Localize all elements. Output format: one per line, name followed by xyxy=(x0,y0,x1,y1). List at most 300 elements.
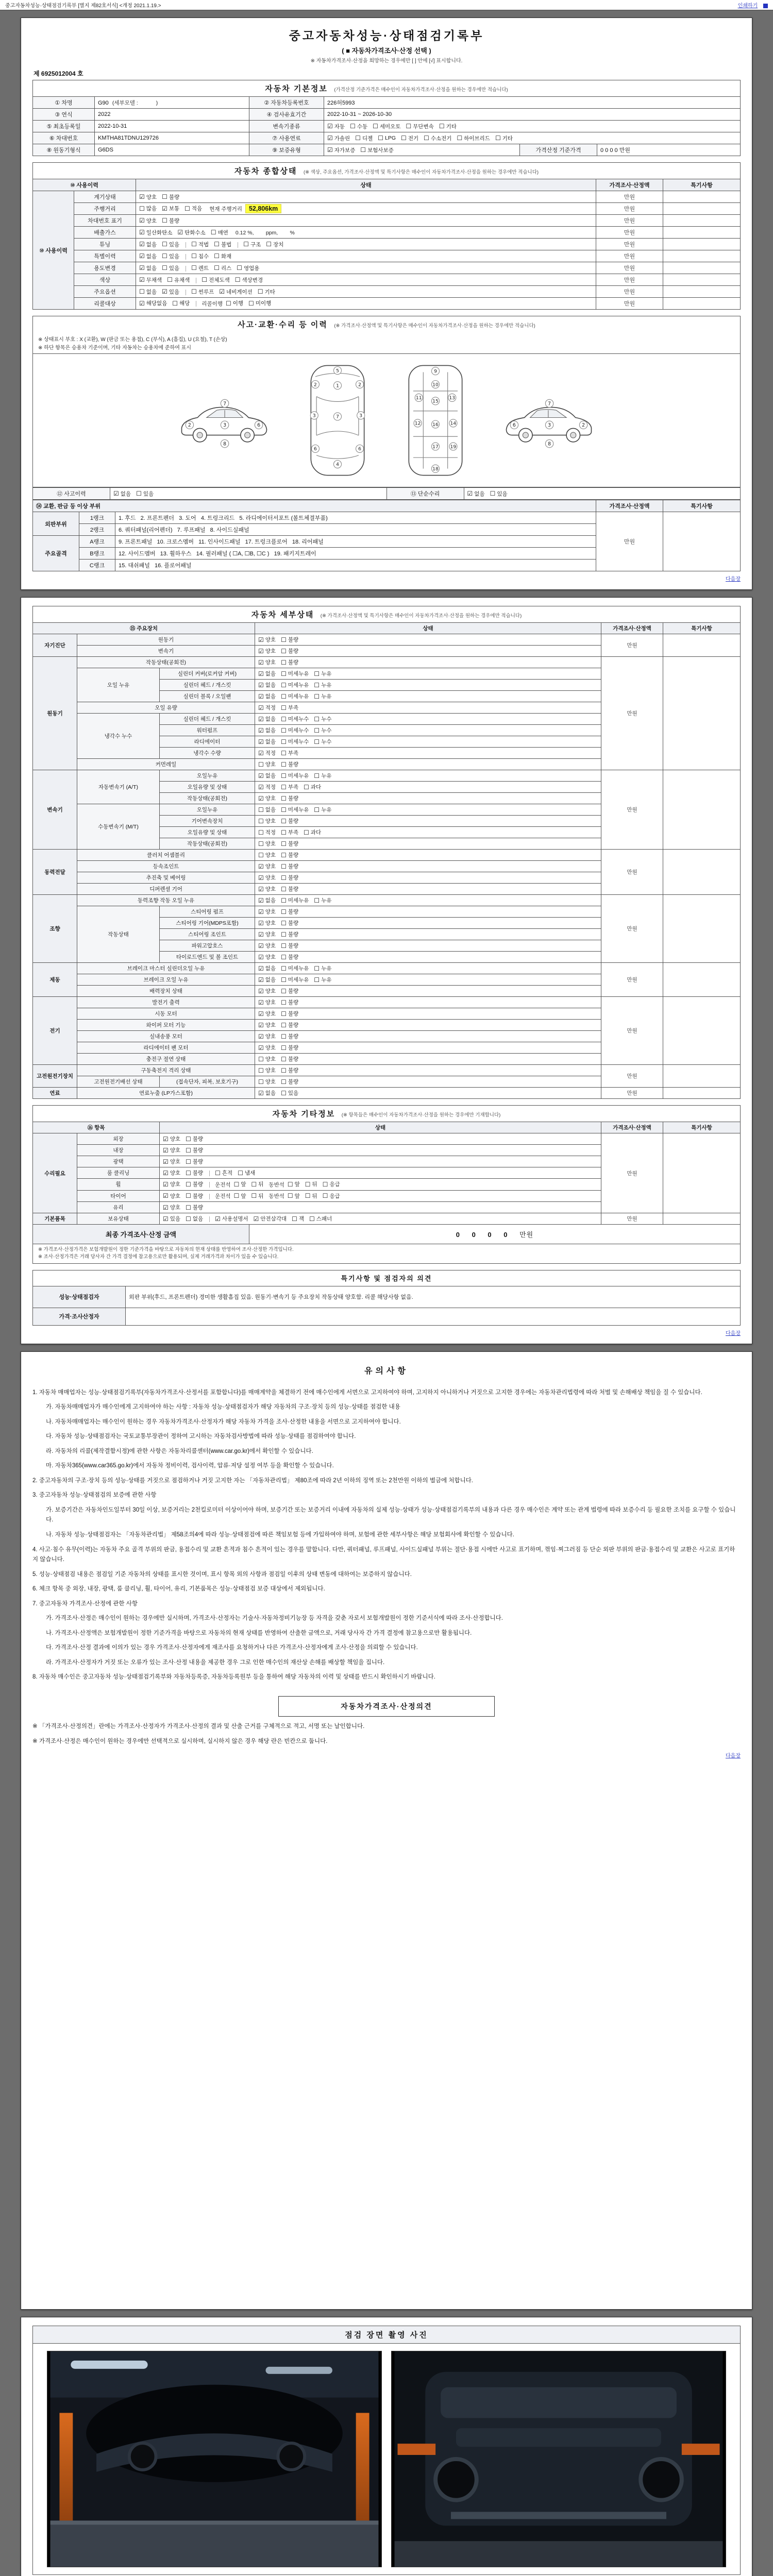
checkbox-기타[interactable] xyxy=(495,134,513,142)
checkbox-전체도색[interactable] xyxy=(201,276,229,284)
checkbox-checked-icon[interactable]: ☑ xyxy=(258,749,264,757)
checkbox-unchecked-icon[interactable]: ☐ xyxy=(281,692,287,700)
checkbox-없음[interactable] xyxy=(258,670,276,677)
checkbox-checked-icon[interactable]: ☑ xyxy=(258,976,264,984)
checkbox-unchecked-icon[interactable]: ☐ xyxy=(243,241,249,248)
checkbox-전기[interactable] xyxy=(401,134,418,142)
checkbox-미세누유[interactable] xyxy=(281,964,309,972)
checkbox-unchecked-icon[interactable]: ☐ xyxy=(257,288,263,295)
checkbox-화재[interactable] xyxy=(214,252,231,260)
checkbox-앞[interactable] xyxy=(288,1180,300,1188)
checkbox-checked-icon[interactable]: ☑ xyxy=(258,738,264,745)
checkbox-unchecked-icon[interactable]: ☐ xyxy=(281,862,287,870)
checkbox-네비게이션[interactable] xyxy=(219,288,252,296)
checkbox-불량[interactable] xyxy=(281,1044,298,1052)
checkbox-불량[interactable] xyxy=(186,1180,203,1188)
checkbox-잭[interactable] xyxy=(292,1215,304,1223)
checkbox-부족[interactable] xyxy=(281,749,298,757)
checkbox-unchecked-icon[interactable]: ☐ xyxy=(281,783,287,791)
checkbox-checked-icon[interactable]: ☑ xyxy=(258,647,264,655)
checkbox-unchecked-icon[interactable]: ☐ xyxy=(186,1180,191,1188)
checkbox-unchecked-icon[interactable]: ☐ xyxy=(281,1010,287,1018)
checkbox-unchecked-icon[interactable]: ☐ xyxy=(314,692,320,700)
checkbox-양호[interactable] xyxy=(258,1066,276,1074)
checkbox-unchecked-icon[interactable]: ☐ xyxy=(167,276,173,283)
checkbox-기타[interactable] xyxy=(258,288,275,296)
checkbox-LPG[interactable] xyxy=(378,135,396,141)
checkbox-unchecked-icon[interactable]: ☐ xyxy=(281,726,287,734)
checkbox-checked-icon[interactable]: ☑ xyxy=(162,205,167,212)
checkbox-누수[interactable] xyxy=(314,726,331,734)
checkbox-양호[interactable] xyxy=(258,851,276,859)
checkbox-없음[interactable] xyxy=(258,715,276,723)
checkbox-미세누유[interactable] xyxy=(281,806,309,814)
checkbox-unchecked-icon[interactable]: ☐ xyxy=(234,276,241,283)
checkbox-없음[interactable] xyxy=(186,1215,203,1223)
checkbox-불량[interactable] xyxy=(186,1204,203,1211)
checkbox-있음[interactable] xyxy=(162,252,179,260)
checkbox-unchecked-icon[interactable]: ☐ xyxy=(248,299,254,307)
checkbox-unchecked-icon[interactable]: ☐ xyxy=(281,976,287,984)
checkbox-unchecked-icon[interactable]: ☐ xyxy=(281,749,287,757)
checkbox-양호[interactable] xyxy=(258,1055,276,1063)
checkbox-불량[interactable] xyxy=(281,647,298,655)
checkbox-해당없음[interactable] xyxy=(139,299,167,307)
checkbox-unchecked-icon[interactable]: ☐ xyxy=(258,1078,264,1086)
checkbox-불량[interactable] xyxy=(186,1158,203,1165)
checkbox-없음[interactable] xyxy=(258,976,276,984)
checkbox-checked-icon[interactable]: ☑ xyxy=(258,862,264,870)
checkbox-일산화탄소[interactable] xyxy=(139,229,172,236)
checkbox-unchecked-icon[interactable]: ☐ xyxy=(378,134,384,142)
checkbox-unchecked-icon[interactable]: ☐ xyxy=(162,193,167,200)
checkbox-양호[interactable] xyxy=(258,658,276,666)
next-page-link[interactable]: 다음장 xyxy=(726,577,741,582)
checkbox-양호[interactable] xyxy=(258,840,276,848)
checkbox-checked-icon[interactable]: ☑ xyxy=(163,1180,169,1188)
checkbox-unchecked-icon[interactable]: ☐ xyxy=(281,760,287,768)
checkbox-누수[interactable] xyxy=(314,738,331,745)
checkbox-checked-icon[interactable]: ☑ xyxy=(258,1010,264,1018)
checkbox-unchecked-icon[interactable]: ☐ xyxy=(309,1215,315,1223)
checkbox-checked-icon[interactable]: ☑ xyxy=(258,658,264,666)
checkbox-보통[interactable] xyxy=(162,205,179,212)
checkbox-checked-icon[interactable]: ☑ xyxy=(258,998,264,1006)
checkbox-미세누수[interactable] xyxy=(281,715,309,723)
checkbox-unchecked-icon[interactable]: ☐ xyxy=(281,919,287,927)
checkbox-유채색[interactable] xyxy=(167,276,190,284)
checkbox-불량[interactable] xyxy=(281,658,298,666)
checkbox-unchecked-icon[interactable]: ☐ xyxy=(406,123,412,130)
checkbox-unchecked-icon[interactable]: ☐ xyxy=(186,1215,191,1223)
checkbox-양호[interactable] xyxy=(163,1146,180,1154)
checkbox-unchecked-icon[interactable]: ☐ xyxy=(314,681,320,689)
checkbox-많음[interactable] xyxy=(139,205,157,212)
checkbox-적정[interactable] xyxy=(258,749,276,757)
checkbox-양호[interactable] xyxy=(258,942,276,950)
checkbox-checked-icon[interactable]: ☑ xyxy=(215,1215,221,1223)
checkbox-unchecked-icon[interactable]: ☐ xyxy=(281,1032,287,1040)
checkbox-unchecked-icon[interactable]: ☐ xyxy=(191,264,197,272)
checkbox-checked-icon[interactable]: ☑ xyxy=(253,1215,259,1223)
checkbox-양호[interactable] xyxy=(258,794,276,802)
checkbox-없음[interactable] xyxy=(139,288,157,296)
checkbox-checked-icon[interactable]: ☑ xyxy=(258,1032,264,1040)
checkbox-미세누유[interactable] xyxy=(281,692,309,700)
checkbox-unchecked-icon[interactable]: ☐ xyxy=(281,647,287,655)
checkbox-checked-icon[interactable]: ☑ xyxy=(258,896,264,904)
checkbox-checked-icon[interactable]: ☑ xyxy=(258,987,264,995)
checkbox-checked-icon[interactable]: ☑ xyxy=(258,726,264,734)
checkbox-없음[interactable] xyxy=(139,264,157,272)
next-page-link[interactable]: 다음장 xyxy=(726,1753,741,1759)
checkbox-unchecked-icon[interactable]: ☐ xyxy=(457,134,463,142)
checkbox-unchecked-icon[interactable]: ☐ xyxy=(186,1146,191,1154)
checkbox-checked-icon[interactable]: ☑ xyxy=(113,490,119,497)
checkbox-없음[interactable] xyxy=(258,738,276,745)
checkbox-unchecked-icon[interactable]: ☐ xyxy=(136,490,142,497)
checkbox-있음[interactable] xyxy=(162,288,179,296)
checkbox-unchecked-icon[interactable]: ☐ xyxy=(314,896,320,904)
checkbox-unchecked-icon[interactable]: ☐ xyxy=(214,264,220,272)
checkbox-없음[interactable] xyxy=(258,772,276,779)
checkbox-안전삼각대[interactable] xyxy=(254,1215,287,1223)
checkbox-unchecked-icon[interactable]: ☐ xyxy=(191,241,197,248)
checkbox-unchecked-icon[interactable]: ☐ xyxy=(355,134,361,142)
checkbox-불량[interactable] xyxy=(281,953,298,961)
checkbox-이행[interactable] xyxy=(226,299,243,307)
checkbox-checked-icon[interactable]: ☑ xyxy=(139,252,145,260)
checkbox-unchecked-icon[interactable]: ☐ xyxy=(424,134,429,142)
checkbox-checked-icon[interactable]: ☑ xyxy=(258,953,264,961)
checkbox-구조[interactable] xyxy=(243,241,261,248)
checkbox-불량[interactable] xyxy=(281,817,298,825)
checkbox-checked-icon[interactable]: ☑ xyxy=(327,134,333,142)
checkbox-썬루프[interactable] xyxy=(191,288,214,296)
checkbox-양호[interactable] xyxy=(258,760,276,768)
checkbox-없음[interactable] xyxy=(113,490,131,498)
checkbox-불량[interactable] xyxy=(281,1055,298,1063)
checkbox-미세누유[interactable] xyxy=(281,976,309,984)
checkbox-unchecked-icon[interactable]: ☐ xyxy=(281,738,287,745)
checkbox-unchecked-icon[interactable]: ☐ xyxy=(139,205,145,212)
checkbox-checked-icon[interactable]: ☑ xyxy=(177,229,183,236)
checkbox-unchecked-icon[interactable]: ☐ xyxy=(281,930,287,938)
checkbox-unchecked-icon[interactable]: ☐ xyxy=(314,806,320,814)
checkbox-unchecked-icon[interactable]: ☐ xyxy=(162,264,167,272)
next-page-link[interactable]: 다음장 xyxy=(726,1330,741,1336)
checkbox-불량[interactable] xyxy=(281,862,298,870)
checkbox-미세누유[interactable] xyxy=(281,670,309,677)
checkbox-unchecked-icon[interactable]: ☐ xyxy=(238,1169,243,1177)
checkbox-unchecked-icon[interactable]: ☐ xyxy=(360,146,366,154)
checkbox-적정[interactable] xyxy=(258,783,276,791)
checkbox-checked-icon[interactable]: ☑ xyxy=(327,146,333,154)
checkbox-checked-icon[interactable]: ☑ xyxy=(258,715,264,723)
checkbox-불량[interactable] xyxy=(186,1135,203,1143)
checkbox-unchecked-icon[interactable]: ☐ xyxy=(191,288,197,295)
checkbox-unchecked-icon[interactable]: ☐ xyxy=(281,828,287,836)
checkbox-누유[interactable] xyxy=(314,976,331,984)
checkbox-양호[interactable] xyxy=(139,193,157,201)
checkbox-장치[interactable] xyxy=(266,241,283,248)
checkbox-양호[interactable] xyxy=(258,1021,276,1029)
checkbox-없음[interactable] xyxy=(258,681,276,689)
checkbox-양호[interactable] xyxy=(163,1169,180,1177)
checkbox-unchecked-icon[interactable]: ☐ xyxy=(281,987,287,995)
print-link[interactable]: 인쇄하기 xyxy=(737,3,758,9)
checkbox-unchecked-icon[interactable]: ☐ xyxy=(233,1180,240,1188)
checkbox-양호[interactable] xyxy=(163,1135,180,1143)
checkbox-unchecked-icon[interactable]: ☐ xyxy=(251,1192,257,1199)
checkbox-unchecked-icon[interactable]: ☐ xyxy=(266,241,272,248)
checkbox-불량[interactable] xyxy=(281,1010,298,1018)
checkbox-있음[interactable] xyxy=(163,1215,180,1223)
checkbox-unchecked-icon[interactable]: ☐ xyxy=(287,1180,293,1188)
checkbox-unchecked-icon[interactable]: ☐ xyxy=(186,1204,191,1211)
checkbox-unchecked-icon[interactable]: ☐ xyxy=(281,1066,287,1074)
checkbox-불량[interactable] xyxy=(281,987,298,995)
checkbox-적법[interactable] xyxy=(191,241,209,248)
checkbox-있음[interactable] xyxy=(490,490,508,498)
checkbox-리스[interactable] xyxy=(214,264,231,272)
checkbox-checked-icon[interactable]: ☑ xyxy=(258,1089,264,1097)
checkbox-미세누수[interactable] xyxy=(281,738,309,745)
checkbox-양호[interactable] xyxy=(163,1158,180,1165)
checkbox-unchecked-icon[interactable]: ☐ xyxy=(281,896,287,904)
checkbox-checked-icon[interactable]: ☑ xyxy=(162,288,167,295)
checkbox-양호[interactable] xyxy=(258,987,276,995)
checkbox-unchecked-icon[interactable]: ☐ xyxy=(305,1192,311,1199)
checkbox-양호[interactable] xyxy=(258,998,276,1006)
checkbox-unchecked-icon[interactable]: ☐ xyxy=(191,252,197,260)
checkbox-unchecked-icon[interactable]: ☐ xyxy=(258,806,264,814)
checkbox-unchecked-icon[interactable]: ☐ xyxy=(162,217,167,224)
checkbox-부족[interactable] xyxy=(281,828,298,836)
checkbox-unchecked-icon[interactable]: ☐ xyxy=(281,1021,287,1029)
checkbox-없음[interactable] xyxy=(258,692,276,700)
checkbox-unchecked-icon[interactable]: ☐ xyxy=(314,670,320,677)
checkbox-적정[interactable] xyxy=(258,704,276,711)
checkbox-unchecked-icon[interactable]: ☐ xyxy=(184,205,190,212)
checkbox-양호[interactable] xyxy=(163,1204,180,1211)
checkbox-unchecked-icon[interactable]: ☐ xyxy=(350,123,356,130)
checkbox-unchecked-icon[interactable]: ☐ xyxy=(258,817,264,825)
checkbox-불량[interactable] xyxy=(281,919,298,927)
checkbox-양호[interactable] xyxy=(258,862,276,870)
checkbox-사용설명서[interactable] xyxy=(215,1215,248,1223)
checkbox-unchecked-icon[interactable]: ☐ xyxy=(281,953,287,961)
checkbox-checked-icon[interactable]: ☑ xyxy=(258,942,264,950)
checkbox-색상변경[interactable] xyxy=(235,276,263,284)
checkbox-checked-icon[interactable]: ☑ xyxy=(467,490,473,497)
checkbox-checked-icon[interactable]: ☑ xyxy=(163,1192,169,1199)
checkbox-없음[interactable] xyxy=(258,896,276,904)
checkbox-unchecked-icon[interactable]: ☐ xyxy=(139,288,145,295)
checkbox-불량[interactable] xyxy=(281,760,298,768)
checkbox-뒤[interactable] xyxy=(305,1180,317,1188)
checkbox-불량[interactable] xyxy=(281,908,298,916)
checkbox-unchecked-icon[interactable]: ☐ xyxy=(281,1078,287,1086)
checkbox-checked-icon[interactable]: ☑ xyxy=(163,1215,169,1223)
checkbox-unchecked-icon[interactable]: ☐ xyxy=(281,998,287,1006)
checkbox-checked-icon[interactable]: ☑ xyxy=(258,919,264,927)
checkbox-미세누수[interactable] xyxy=(281,726,309,734)
checkbox-unchecked-icon[interactable]: ☐ xyxy=(237,264,243,272)
checkbox-없음[interactable] xyxy=(139,241,157,248)
checkbox-자동[interactable] xyxy=(327,123,345,130)
checkbox-checked-icon[interactable]: ☑ xyxy=(163,1146,169,1154)
checkbox-불량[interactable] xyxy=(281,1021,298,1029)
checkbox-unchecked-icon[interactable]: ☐ xyxy=(214,252,220,260)
checkbox-없음[interactable] xyxy=(258,806,276,814)
checkbox-자가보증[interactable] xyxy=(327,146,355,154)
checkbox-미세누유[interactable] xyxy=(281,681,309,689)
checkbox-unchecked-icon[interactable]: ☐ xyxy=(322,1192,328,1199)
checkbox-unchecked-icon[interactable]: ☐ xyxy=(287,1192,293,1199)
checkbox-양호[interactable] xyxy=(258,647,276,655)
checkbox-unchecked-icon[interactable]: ☐ xyxy=(281,658,287,666)
checkbox-unchecked-icon[interactable]: ☐ xyxy=(281,964,287,972)
checkbox-적음[interactable] xyxy=(184,205,202,212)
checkbox-앞[interactable] xyxy=(234,1192,246,1200)
checkbox-unchecked-icon[interactable]: ☐ xyxy=(495,134,501,142)
checkbox-양호[interactable] xyxy=(258,874,276,882)
checkbox-무단변속[interactable] xyxy=(406,123,433,130)
checkbox-unchecked-icon[interactable]: ☐ xyxy=(305,1180,311,1188)
checkbox-checked-icon[interactable]: ☑ xyxy=(258,692,264,700)
checkbox-하이브리드[interactable] xyxy=(457,134,490,142)
checkbox-보험사보증[interactable] xyxy=(360,146,393,154)
checkbox-unchecked-icon[interactable]: ☐ xyxy=(281,794,287,802)
checkbox-checked-icon[interactable]: ☑ xyxy=(139,241,145,248)
checkbox-unchecked-icon[interactable]: ☐ xyxy=(281,942,287,950)
checkbox-양호[interactable] xyxy=(163,1192,180,1200)
checkbox-unchecked-icon[interactable]: ☐ xyxy=(281,1044,287,1052)
checkbox-있음[interactable] xyxy=(162,264,179,272)
checkbox-양호[interactable] xyxy=(258,919,276,927)
checkbox-unchecked-icon[interactable]: ☐ xyxy=(186,1158,191,1165)
checkbox-checked-icon[interactable]: ☑ xyxy=(258,1044,264,1052)
checkbox-unchecked-icon[interactable]: ☐ xyxy=(373,123,378,130)
checkbox-미세누유[interactable] xyxy=(281,896,309,904)
checkbox-checked-icon[interactable]: ☑ xyxy=(258,1021,264,1029)
checkbox-있음[interactable] xyxy=(162,241,179,248)
checkbox-양호[interactable] xyxy=(258,930,276,938)
checkbox-unchecked-icon[interactable]: ☐ xyxy=(281,908,287,916)
checkbox-unchecked-icon[interactable]: ☐ xyxy=(281,1089,287,1097)
checkbox-양호[interactable] xyxy=(258,1010,276,1018)
checkbox-unchecked-icon[interactable]: ☐ xyxy=(186,1192,191,1199)
checkbox-누유[interactable] xyxy=(314,896,331,904)
checkbox-불량[interactable] xyxy=(281,1032,298,1040)
checkbox-checked-icon[interactable]: ☑ xyxy=(258,670,264,677)
checkbox-unchecked-icon[interactable]: ☐ xyxy=(251,1180,257,1188)
checkbox-불량[interactable] xyxy=(186,1146,203,1154)
checkbox-unchecked-icon[interactable]: ☐ xyxy=(281,885,287,893)
checkbox-디젤[interactable] xyxy=(355,134,373,142)
checkbox-unchecked-icon[interactable]: ☐ xyxy=(258,1066,264,1074)
checkbox-checked-icon[interactable]: ☑ xyxy=(163,1169,169,1177)
checkbox-부족[interactable] xyxy=(281,704,298,711)
checkbox-스패너[interactable] xyxy=(309,1215,332,1223)
checkbox-unchecked-icon[interactable]: ☐ xyxy=(233,1192,240,1199)
checkbox-침수[interactable] xyxy=(191,252,209,260)
checkbox-unchecked-icon[interactable]: ☐ xyxy=(258,1055,264,1063)
checkbox-unchecked-icon[interactable]: ☐ xyxy=(210,229,216,236)
checkbox-뒤[interactable] xyxy=(251,1180,264,1188)
checkbox-불량[interactable] xyxy=(281,794,298,802)
checkbox-양호[interactable] xyxy=(258,636,276,643)
checkbox-unchecked-icon[interactable]: ☐ xyxy=(225,299,231,307)
checkbox-누유[interactable] xyxy=(314,772,331,779)
checkbox-불량[interactable] xyxy=(281,1066,298,1074)
checkbox-unchecked-icon[interactable]: ☐ xyxy=(258,828,264,836)
checkbox-unchecked-icon[interactable]: ☐ xyxy=(258,851,264,859)
checkbox-unchecked-icon[interactable]: ☐ xyxy=(314,715,320,723)
checkbox-unchecked-icon[interactable]: ☐ xyxy=(281,681,287,689)
checkbox-checked-icon[interactable]: ☑ xyxy=(163,1158,169,1165)
checkbox-unchecked-icon[interactable]: ☐ xyxy=(314,964,320,972)
checkbox-checked-icon[interactable]: ☑ xyxy=(327,123,333,130)
checkbox-unchecked-icon[interactable]: ☐ xyxy=(490,490,496,497)
checkbox-있음[interactable] xyxy=(136,490,154,498)
checkbox-unchecked-icon[interactable]: ☐ xyxy=(281,715,287,723)
checkbox-무채색[interactable] xyxy=(139,276,162,284)
checkbox-없음[interactable] xyxy=(139,252,157,260)
checkbox-탄화수소[interactable] xyxy=(177,229,205,236)
checkbox-unchecked-icon[interactable]: ☐ xyxy=(215,1169,221,1177)
checkbox-불량[interactable] xyxy=(186,1169,203,1177)
checkbox-unchecked-icon[interactable]: ☐ xyxy=(304,828,309,836)
checkbox-불량[interactable] xyxy=(281,885,298,893)
checkbox-냄새[interactable] xyxy=(238,1169,255,1177)
checkbox-checked-icon[interactable]: ☑ xyxy=(258,783,264,791)
checkbox-unchecked-icon[interactable]: ☐ xyxy=(314,976,320,984)
checkbox-unchecked-icon[interactable]: ☐ xyxy=(314,772,320,779)
checkbox-checked-icon[interactable]: ☑ xyxy=(139,217,145,224)
checkbox-양호[interactable] xyxy=(163,1180,180,1188)
checkbox-누유[interactable] xyxy=(314,806,331,814)
checkbox-양호[interactable] xyxy=(258,817,276,825)
checkbox-양호[interactable] xyxy=(258,1078,276,1086)
checkbox-checked-icon[interactable]: ☑ xyxy=(258,636,264,643)
checkbox-checked-icon[interactable]: ☑ xyxy=(139,229,145,236)
checkbox-누유[interactable] xyxy=(314,692,331,700)
checkbox-unchecked-icon[interactable]: ☐ xyxy=(281,1055,287,1063)
checkbox-unchecked-icon[interactable]: ☐ xyxy=(281,806,287,814)
checkbox-불법[interactable] xyxy=(214,241,231,248)
checkbox-양호[interactable] xyxy=(139,217,157,225)
checkbox-unchecked-icon[interactable]: ☐ xyxy=(162,252,167,260)
checkbox-unchecked-icon[interactable]: ☐ xyxy=(314,726,320,734)
checkbox-unchecked-icon[interactable]: ☐ xyxy=(304,783,309,791)
checkbox-누유[interactable] xyxy=(314,964,331,972)
checkbox-unchecked-icon[interactable]: ☐ xyxy=(281,636,287,643)
checkbox-수소전기[interactable] xyxy=(424,134,451,142)
checkbox-불량[interactable] xyxy=(281,636,298,643)
checkbox-수동[interactable] xyxy=(350,123,367,130)
checkbox-영업용[interactable] xyxy=(237,264,259,272)
checkbox-양호[interactable] xyxy=(258,1032,276,1040)
checkbox-없음[interactable] xyxy=(258,1089,276,1097)
checkbox-unchecked-icon[interactable]: ☐ xyxy=(172,299,178,307)
checkbox-unchecked-icon[interactable]: ☐ xyxy=(439,123,445,130)
checkbox-불량[interactable] xyxy=(281,930,298,938)
checkbox-unchecked-icon[interactable]: ☐ xyxy=(201,276,208,283)
checkbox-흔적[interactable] xyxy=(215,1169,232,1177)
checkbox-앞[interactable] xyxy=(288,1192,300,1200)
